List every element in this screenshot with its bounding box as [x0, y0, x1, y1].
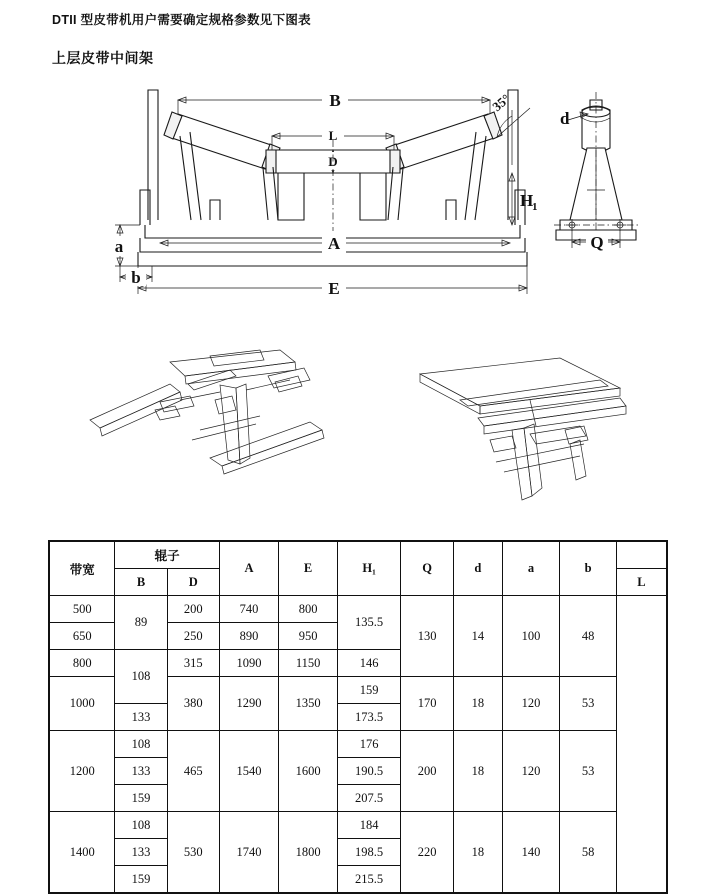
table-row	[49, 731, 667, 758]
cell-L: 465	[167, 731, 219, 812]
table-row	[49, 596, 667, 623]
cell-A: 740	[219, 596, 278, 623]
header-roller: 辊子	[115, 541, 220, 569]
cell-E: 1600	[279, 731, 338, 812]
cell-H1: 198.5	[338, 839, 401, 866]
cell-E: 800	[279, 596, 338, 623]
cell-d: 18	[454, 677, 503, 731]
cell-a: 100	[502, 596, 560, 677]
cell-Q: 130	[401, 596, 454, 677]
cell-D: 133	[115, 758, 167, 785]
dim-Q: Q	[590, 233, 604, 252]
cell-L: 200	[167, 596, 219, 623]
dim-L: L	[328, 128, 338, 143]
cell-D: 89	[115, 596, 167, 650]
header-E: E	[279, 541, 338, 596]
dim-angle: 35°	[489, 90, 513, 115]
cell-A: 1090	[219, 650, 278, 677]
cell-Q: 220	[401, 812, 454, 894]
spec-table	[48, 540, 668, 894]
cell-L: 250	[167, 623, 219, 650]
cell-H1: 146	[338, 650, 401, 677]
dim-D: D	[328, 154, 338, 169]
cell-H1: 135.5	[338, 596, 401, 650]
header-roller-D: D	[167, 569, 219, 596]
header-a: a	[502, 541, 560, 596]
cell-L: 315	[167, 650, 219, 677]
header-belt-width: 带宽	[49, 541, 115, 596]
header-H1: H₁	[338, 541, 401, 596]
cell-H1: 159	[338, 677, 401, 704]
cell-D: 159	[115, 866, 167, 894]
cell-D: 108	[115, 650, 167, 704]
section-title: 上层皮带中间架	[52, 50, 154, 66]
cell-H1: 176	[338, 731, 401, 758]
dim-E: E	[328, 279, 340, 298]
cell-D: 133	[115, 839, 167, 866]
dim-d: d	[560, 109, 570, 128]
dim-B: B	[329, 91, 341, 110]
dim-b: b	[131, 268, 141, 287]
cell-a: 120	[502, 677, 560, 731]
dim-a: a	[114, 237, 124, 256]
cell-b: 53	[560, 731, 616, 812]
cell-H1: 184	[338, 812, 401, 839]
cell-D: 108	[115, 812, 167, 839]
cell-A: 1740	[219, 812, 278, 894]
cell-E: 1800	[279, 812, 338, 894]
cell-L: 530	[167, 812, 219, 894]
dim-H1-sub: 1	[532, 201, 538, 213]
page-title: DTII 型皮带机用户需要确定规格参数见下图表	[52, 13, 311, 27]
header-d: d	[454, 541, 503, 596]
cell-d: 14	[454, 596, 503, 677]
photo-left	[90, 350, 324, 474]
cell-E: 1350	[279, 677, 338, 731]
header-A: A	[219, 541, 278, 596]
cell-B: 650	[49, 623, 115, 650]
cell-b: 58	[560, 812, 616, 894]
cell-B: 500	[49, 596, 115, 623]
header-Q: Q	[401, 541, 454, 596]
cell-E: 950	[279, 623, 338, 650]
cell-Q: 170	[401, 677, 454, 731]
cell-H1: 207.5	[338, 785, 401, 812]
cell-B: 1000	[49, 677, 115, 731]
cell-B: 800	[49, 650, 115, 677]
product-photo-row	[60, 340, 660, 520]
header-belt-width-symbol: B	[115, 569, 167, 596]
header-roller-L: L	[616, 569, 667, 596]
cell-Q: 200	[401, 731, 454, 812]
cell-A: 1540	[219, 731, 278, 812]
header-b: b	[560, 541, 616, 596]
dim-H1: H	[520, 191, 534, 210]
cell-d: 18	[454, 812, 503, 894]
cell-b: 53	[560, 677, 616, 731]
cell-a: 120	[502, 731, 560, 812]
dim-A: A	[327, 234, 341, 253]
cell-b: 48	[560, 596, 616, 677]
table-row	[49, 812, 667, 839]
table-header-row-1	[49, 541, 667, 569]
cell-L: 380	[167, 677, 219, 731]
cell-d: 18	[454, 731, 503, 812]
cell-H1: 173.5	[338, 704, 401, 731]
cell-H1: 215.5	[338, 866, 401, 894]
cell-A: 1290	[219, 677, 278, 731]
idler-frame-drawing	[60, 70, 660, 320]
photo-right	[420, 358, 626, 500]
cell-D: 108	[115, 731, 167, 758]
cell-B: 1400	[49, 812, 115, 894]
cell-E: 1150	[279, 650, 338, 677]
cell-D: 133	[115, 704, 167, 731]
cell-B: 1200	[49, 731, 115, 812]
cell-H1: 190.5	[338, 758, 401, 785]
cell-a: 140	[502, 812, 560, 894]
cell-D: 159	[115, 785, 167, 812]
cell-A: 890	[219, 623, 278, 650]
